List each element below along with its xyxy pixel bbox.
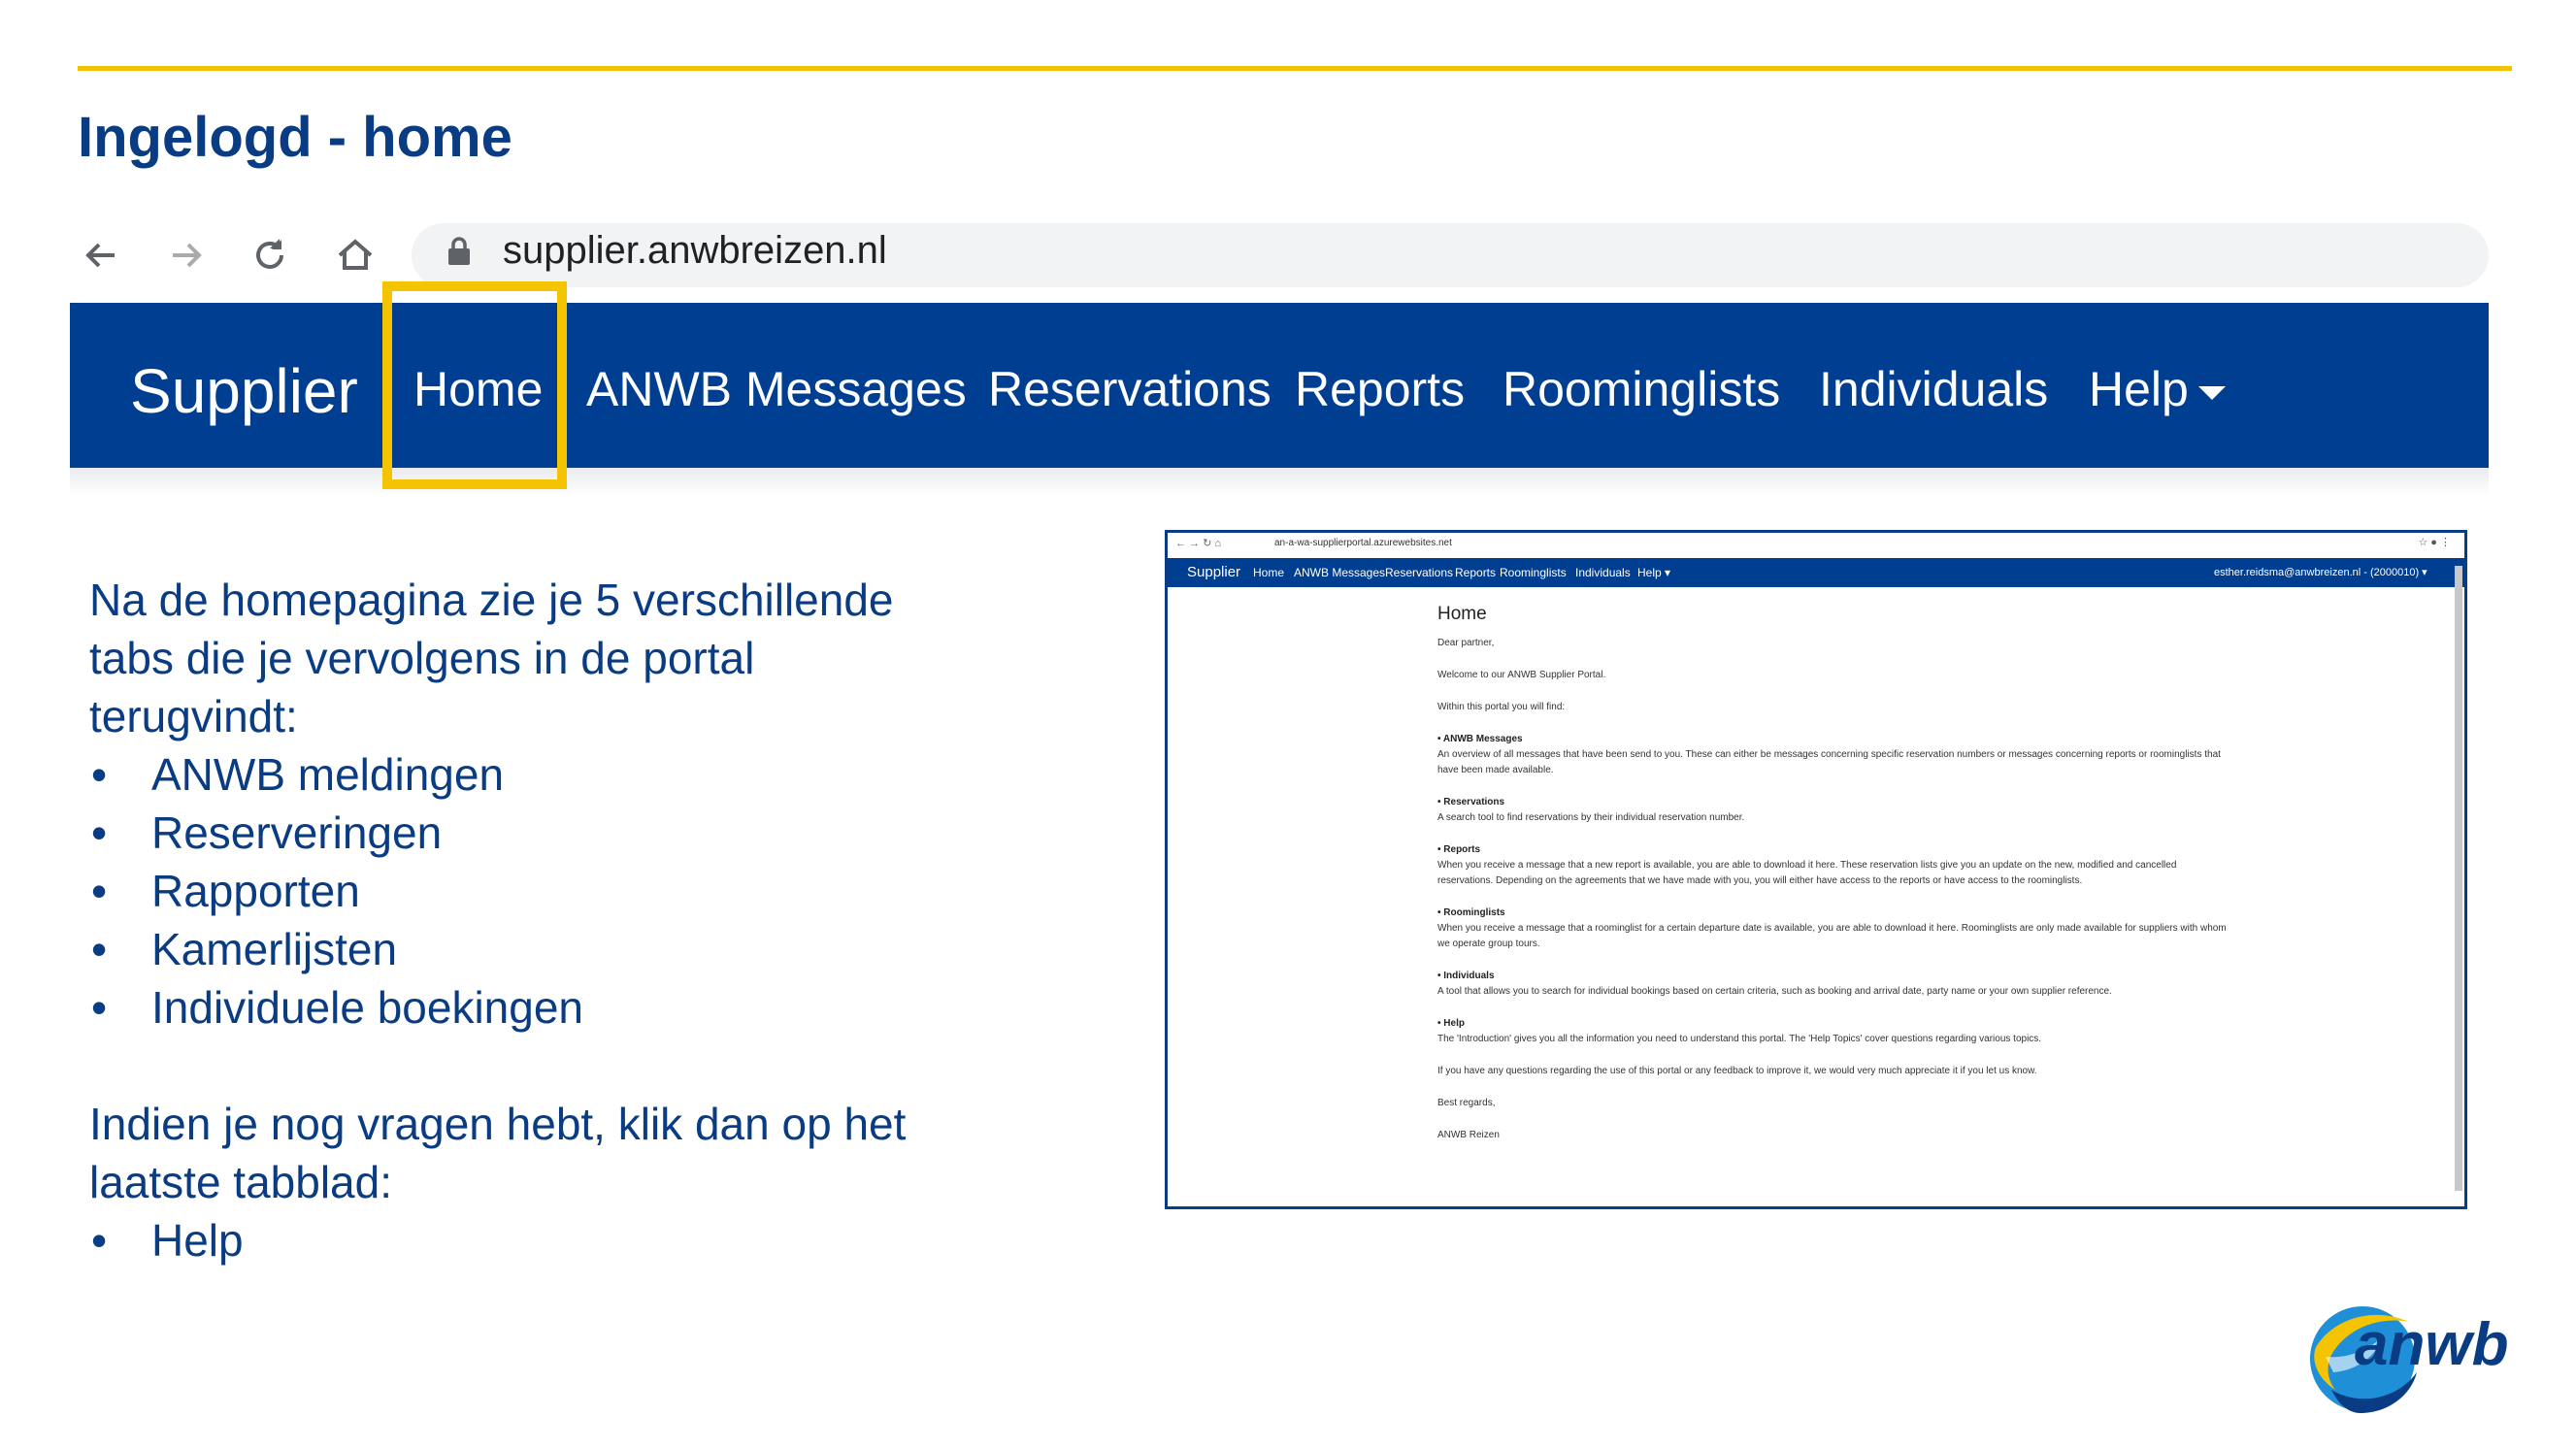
home-icon[interactable] bbox=[324, 214, 386, 297]
lock-icon bbox=[446, 236, 472, 272]
mini-section-title: • Individuals bbox=[1437, 971, 1495, 981]
mini-nav-icons: ← → ↻ ⌂ bbox=[1175, 538, 1222, 549]
mini-regards: Best regards, bbox=[1437, 1098, 1496, 1108]
nav-anwb-messages[interactable]: ANWB Messages bbox=[586, 362, 967, 416]
mini-section bbox=[1437, 1016, 2233, 1047]
arrow-right-icon[interactable] bbox=[155, 214, 217, 297]
intro-text bbox=[89, 571, 963, 745]
list-item: • ANWB meldingen bbox=[89, 745, 583, 804]
nav-help[interactable] bbox=[2089, 361, 2226, 417]
mini-nav-item: Home bbox=[1253, 566, 1285, 579]
mini-welcome: Welcome to our ANWB Supplier Portal. bbox=[1437, 670, 1606, 680]
anwb-logo bbox=[2302, 1289, 2526, 1420]
mini-section bbox=[1437, 906, 2233, 952]
intro-line: tabs die je vervolgens in de portal bbox=[89, 633, 755, 683]
mini-section-text: When you receive a message that a new report is available, you are able to download it here. These reservation lists give you an update on the new, modified and cancelled reservations. Depending on the agreements that we have made with you, you will either have access to the reports or have access to the roominglists. bbox=[1437, 860, 2177, 886]
url-text[interactable]: supplier.anwbreizen.nl bbox=[503, 229, 887, 272]
list-item: • Rapporten bbox=[89, 862, 583, 920]
navbar-brand[interactable]: Supplier bbox=[130, 356, 358, 426]
help-line: Indien je nog vragen hebt, klik dan op het bbox=[89, 1099, 907, 1149]
mini-greeting: Dear partner, bbox=[1437, 638, 1495, 648]
mini-heading: Home bbox=[1437, 604, 1487, 624]
mini-section-text: When you receive a message that a roominglist for a certain departure date is available, you are able to download it here. Roominglists are only made available for suppliers with whom we operate group tours. bbox=[1437, 923, 2227, 949]
top-accent-line bbox=[78, 66, 2512, 71]
portal-screenshot bbox=[1165, 530, 2467, 1209]
mini-feedback: If you have any questions regarding the use of this portal or any feedback to improve it, we would very much appreciate it if you let us know. bbox=[1437, 1066, 2037, 1076]
list-item: • Reserveringen bbox=[89, 804, 583, 862]
mini-section-title: • Help bbox=[1437, 1018, 1465, 1029]
mini-home-content bbox=[1437, 604, 2233, 1160]
caret-down-icon bbox=[2198, 386, 2226, 400]
mini-nav-item: Reservations bbox=[1385, 566, 1454, 579]
mini-section-title: • Reservations bbox=[1437, 797, 1505, 807]
nav-help-label: Help bbox=[2089, 362, 2189, 416]
mini-url: an-a-wa-supplierportal.azurewebsites.net bbox=[1274, 538, 1452, 548]
home-highlight-box bbox=[382, 281, 567, 489]
reload-icon[interactable] bbox=[239, 214, 301, 297]
mini-browser-icons: ☆ ● ⋮ bbox=[2418, 537, 2451, 548]
mini-nav-item: Help ▾ bbox=[1637, 566, 1671, 579]
list-item: • Kamerlijsten bbox=[89, 920, 583, 978]
list-item: • Help bbox=[89, 1211, 244, 1269]
help-text bbox=[89, 1095, 963, 1211]
logo-wordmark: anwb bbox=[2355, 1311, 2509, 1378]
help-bullet-list bbox=[89, 1211, 244, 1269]
mini-section-text: The 'Introduction' gives you all the information you need to understand this portal. The 'Help Topics' cover questions regarding various topics. bbox=[1437, 1034, 2042, 1044]
list-item: • Individuele boekingen bbox=[89, 978, 583, 1037]
nav-home[interactable]: Home bbox=[413, 362, 544, 416]
nav-reservations[interactable]: Reservations bbox=[988, 362, 1271, 416]
mini-nav-item: Roominglists bbox=[1500, 566, 1567, 579]
tabs-bullet-list bbox=[89, 745, 583, 1037]
mini-section bbox=[1437, 732, 2233, 778]
mini-within: Within this portal you will find: bbox=[1437, 702, 1566, 712]
mini-section-text: A search tool to find reservations by their individual reservation number. bbox=[1437, 812, 1745, 823]
mini-section-title: • Reports bbox=[1437, 844, 1481, 855]
mini-signature: ANWB Reizen bbox=[1437, 1130, 1500, 1140]
intro-line: terugvindt: bbox=[89, 691, 298, 741]
mini-nav-item: Individuals bbox=[1575, 566, 1631, 579]
help-line: laatste tabblad: bbox=[89, 1157, 393, 1207]
mini-section-text: A tool that allows you to search for individual bookings based on certain criteria, such as booking and arrival date, party name or your own supplier reference. bbox=[1437, 986, 2112, 997]
nav-reports[interactable]: Reports bbox=[1295, 362, 1466, 416]
mini-browser-bar bbox=[1168, 533, 2464, 556]
mini-section bbox=[1437, 842, 2233, 889]
mini-section bbox=[1437, 969, 2233, 1000]
mini-nav-item: Reports bbox=[1455, 566, 1497, 579]
mini-section-title: • ANWB Messages bbox=[1437, 734, 1523, 744]
mini-nav-item: ANWB Messages bbox=[1294, 566, 1386, 579]
mini-scrollbar bbox=[2455, 566, 2462, 1191]
arrow-left-icon[interactable] bbox=[70, 214, 132, 297]
mini-section bbox=[1437, 795, 2233, 826]
intro-line: Na de homepagina zie je 5 verschillende bbox=[89, 575, 894, 625]
mini-navbar bbox=[1168, 558, 2464, 587]
nav-individuals[interactable]: Individuals bbox=[1819, 362, 2049, 416]
mini-brand: Supplier bbox=[1187, 564, 1241, 580]
mini-section-text: An overview of all messages that have been send to you. These can either be messages concerning specific reservation numbers or messages concerning reports or roominglists that have been made available. bbox=[1437, 749, 2221, 775]
mini-section-title: • Roominglists bbox=[1437, 907, 1505, 918]
nav-roominglists[interactable]: Roominglists bbox=[1503, 362, 1781, 416]
slide-title: Ingelogd - home bbox=[78, 106, 512, 169]
mini-user-menu: esther.reidsma@anwbreizen.nl - (2000010) ▾ bbox=[2214, 567, 2427, 578]
